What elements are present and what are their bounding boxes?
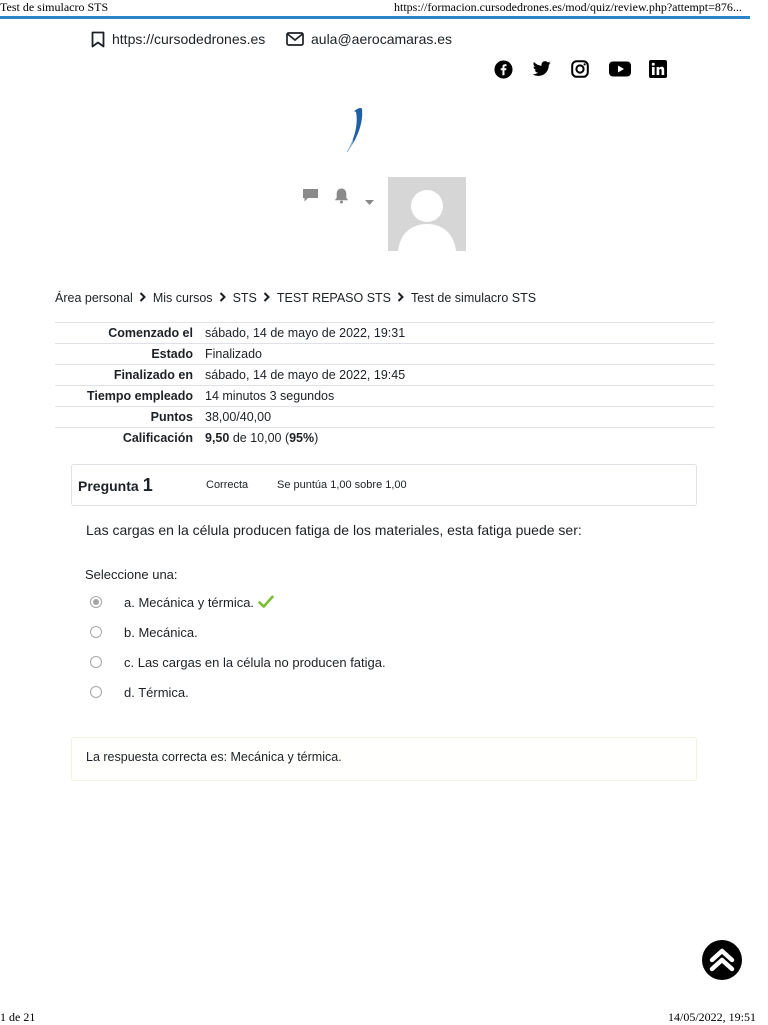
site-logo[interactable] <box>336 104 372 156</box>
print-page-title: Test de simulacro STS <box>0 0 109 14</box>
summary-value: 38,00/40,00 <box>205 410 272 424</box>
answer-radio[interactable] <box>90 626 102 638</box>
answer-radio[interactable] <box>90 656 102 668</box>
breadcrumb-item-mis-cursos[interactable]: Mis cursos <box>152 291 213 305</box>
question-grade: Se puntúa 1,00 sobre 1,00 <box>277 479 407 491</box>
summary-row-finished <box>55 365 714 386</box>
question-info-box <box>71 464 697 506</box>
print-datetime: 14/05/2022, 19:51 <box>668 1010 757 1024</box>
grade-score: 9,50 <box>205 431 230 445</box>
user-avatar[interactable] <box>388 177 466 251</box>
summary-value: Finalizado <box>205 347 262 361</box>
messages-icon[interactable] <box>302 188 320 204</box>
answer-option-b[interactable] <box>90 623 198 641</box>
breadcrumb-item-test-repaso[interactable]: TEST REPASO STS <box>276 291 392 305</box>
user-menu-caret-icon[interactable] <box>365 192 375 198</box>
answer-label: d. Térmica. <box>124 684 189 700</box>
facebook-icon[interactable] <box>493 59 513 79</box>
grade-close: ) <box>314 431 319 445</box>
answer-label: a. Mecánica y térmica. <box>124 594 255 610</box>
bookmark-icon <box>91 31 105 48</box>
instagram-icon[interactable] <box>570 59 590 79</box>
question-text: Las cargas en la célula producen fatiga de los materiales, esta fatiga puede ser: <box>86 522 582 538</box>
question-label: Pregunta <box>78 478 139 494</box>
back-to-top-button[interactable] <box>702 940 742 980</box>
breadcrumb-item-area-personal[interactable]: Área personal <box>55 291 133 305</box>
youtube-icon[interactable] <box>608 59 632 79</box>
chevron-right-icon <box>219 291 226 305</box>
answer-label: c. Las cargas en la célula no producen fatiga. <box>124 654 386 670</box>
summary-label: Calificación <box>122 431 193 445</box>
answer-option-c[interactable] <box>90 653 386 671</box>
attempt-summary-table <box>55 322 714 448</box>
question-state: Correcta <box>206 479 249 491</box>
top-accent-bar <box>0 16 750 19</box>
answer-radio-selected[interactable] <box>90 596 102 608</box>
answer-label: b. Mecánica. <box>124 624 198 640</box>
user-placeholder-icon <box>388 177 466 251</box>
summary-label: Tiempo empleado <box>86 389 193 403</box>
website-link[interactable] <box>91 28 265 50</box>
breadcrumb <box>55 289 536 307</box>
summary-value: 14 minutos 3 segundos <box>205 389 335 403</box>
twitter-icon[interactable] <box>531 59 551 79</box>
email-text: aula@aerocamaras.es <box>311 31 453 47</box>
summary-row-state <box>55 344 714 365</box>
summary-label: Estado <box>151 347 193 361</box>
summary-label: Finalizado en <box>113 368 193 382</box>
feedback-text: La respuesta correcta es: Mecánica y térmica. <box>86 750 342 764</box>
summary-value <box>205 431 714 445</box>
grade-of: de 10,00 ( <box>229 431 290 445</box>
notifications-bell-icon[interactable] <box>333 187 351 204</box>
summary-value: sábado, 14 de mayo de 2022, 19:45 <box>205 368 406 382</box>
chevron-right-icon <box>139 291 146 305</box>
breadcrumb-item-current[interactable]: Test de simulacro STS <box>411 291 537 305</box>
chevron-up-icon <box>702 940 742 980</box>
website-text: https://cursodedrones.es <box>112 31 266 47</box>
correct-answer-feedback <box>71 737 697 781</box>
print-page-number: 1 de 21 <box>0 1010 36 1024</box>
chevron-right-icon <box>263 291 270 305</box>
question-number: 1 <box>142 475 153 495</box>
correct-check-icon <box>258 595 274 609</box>
answer-option-a[interactable] <box>90 593 274 611</box>
summary-row-time <box>55 386 714 407</box>
summary-label: Comenzado el <box>108 326 193 340</box>
email-link[interactable] <box>286 28 452 50</box>
linkedin-icon[interactable] <box>648 59 668 79</box>
summary-label: Puntos <box>150 410 193 424</box>
summary-value: sábado, 14 de mayo de 2022, 19:31 <box>205 326 406 340</box>
summary-row-marks <box>55 407 714 428</box>
print-page-url: https://formacion.cursodedrones.es/mod/quiz/review.php?attempt=876... <box>394 0 742 14</box>
summary-row-grade <box>55 428 714 448</box>
answer-option-d[interactable] <box>90 683 189 701</box>
summary-row-started <box>55 323 714 344</box>
answer-radio[interactable] <box>90 686 102 698</box>
question-title <box>78 475 153 496</box>
chevron-right-icon <box>397 291 404 305</box>
breadcrumb-item-sts[interactable]: STS <box>232 291 257 305</box>
envelope-icon <box>286 32 304 46</box>
answer-prompt: Seleccione una: <box>85 567 178 582</box>
grade-percent: 95% <box>289 431 315 445</box>
